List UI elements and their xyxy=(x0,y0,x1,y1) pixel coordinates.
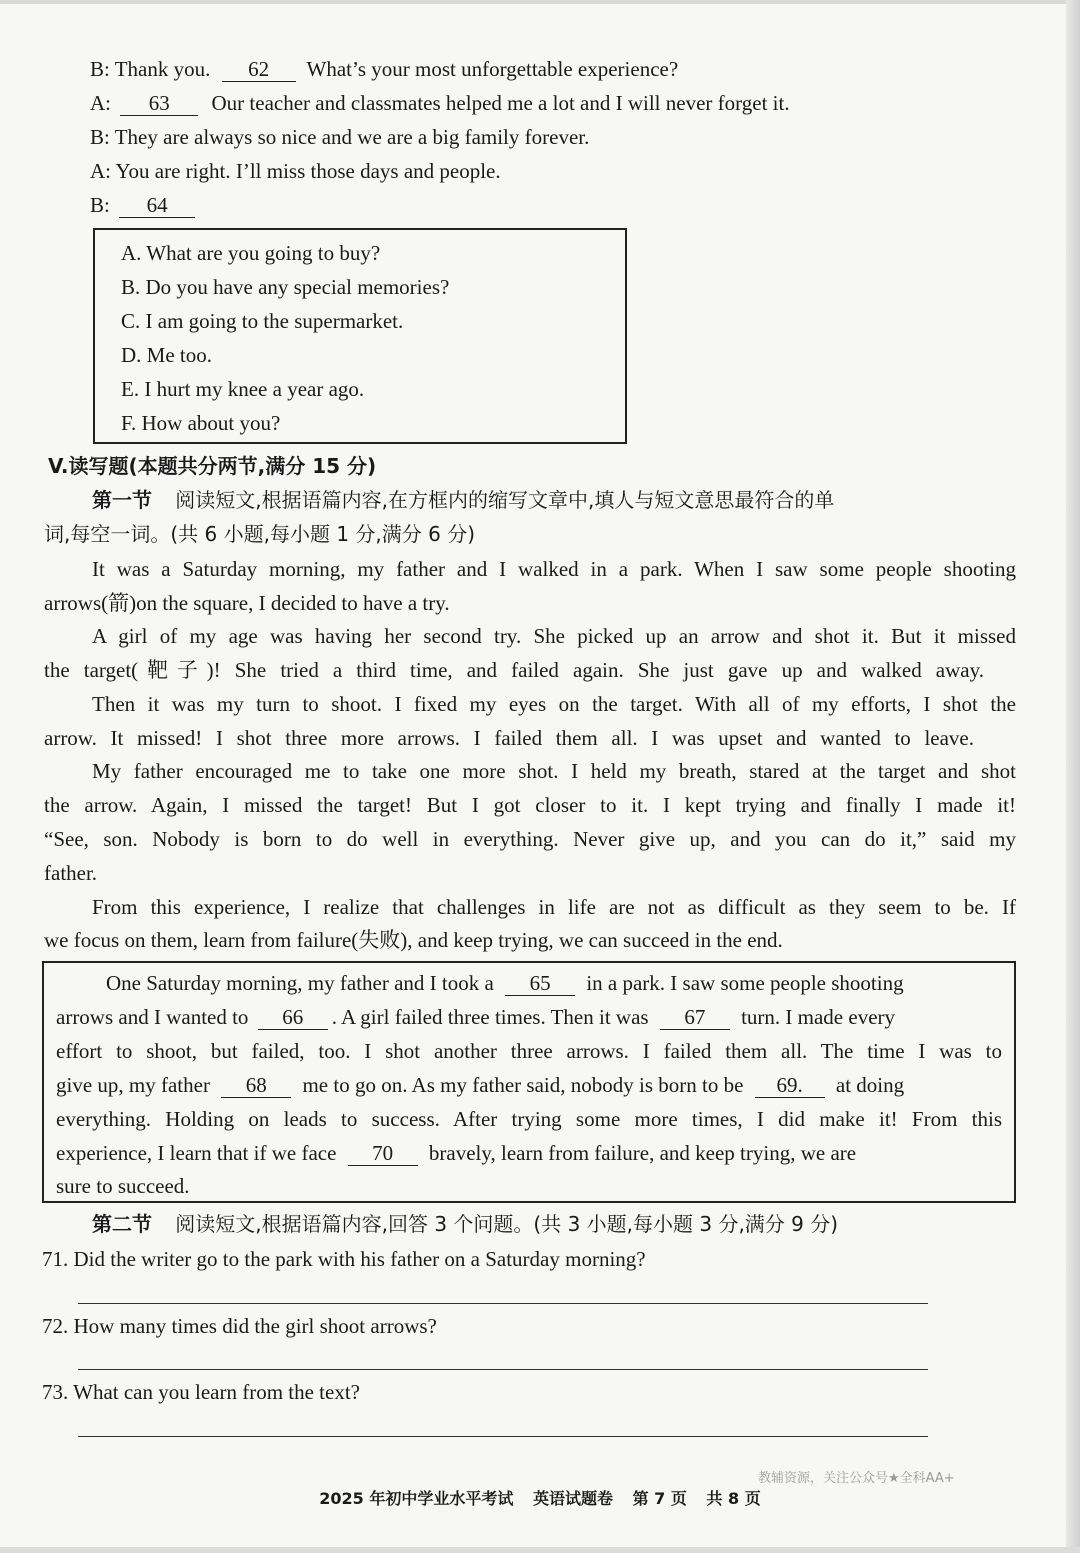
footer-exam-name: 2025 年初中学业水平考试 xyxy=(319,1489,514,1508)
scan-edge-bottom xyxy=(0,1547,1080,1553)
option-b: B. Do you have any special memories? xyxy=(121,275,450,299)
part2-label: 第二节 xyxy=(92,1212,152,1236)
blank-70: 70 xyxy=(348,1141,418,1166)
summary-text: One Saturday morning, my father and I took a xyxy=(106,971,494,995)
answer-line-71[interactable] xyxy=(78,1303,928,1304)
question-73: 73. What can you learn from the text? xyxy=(42,1380,360,1404)
speaker-label: A xyxy=(90,159,106,183)
section-title: V.读写题(本题共分两节,满分 15 分) xyxy=(48,454,377,478)
summary-line: effort to shoot, but failed, too. I shot another three arrows. I failed them all. The time I was to xyxy=(56,1039,1002,1063)
dialogue-text: They are always so nice and we are a big family forever. xyxy=(114,125,590,149)
part1-instruction-text: 阅读短文,根据语篇内容,在方框内的缩写文章中,填人与短文意思最符合的单 xyxy=(175,488,835,512)
summary-line xyxy=(56,1139,856,1167)
dialogue-text: What’s your most unforgettable experience? xyxy=(306,57,679,81)
speaker-label: A xyxy=(90,91,106,115)
dialogue-line-62: B: Thank you. 62 What’s your most unforgettable experience? xyxy=(90,57,679,81)
dialogue-line: A: You are right. I’ll miss those days and people. xyxy=(90,159,501,183)
blank-64: 64 xyxy=(119,193,195,218)
speaker-label: B xyxy=(90,57,105,81)
scan-edge-right xyxy=(1066,0,1080,1553)
passage-line: “See, son. Nobody is born to do well in everything. Never give up, and you can do it,” said my xyxy=(44,827,1016,851)
blank-62: 62 xyxy=(222,57,296,82)
blank-66: 66 xyxy=(258,1005,328,1030)
watermark-text: 教辅资源，关注公众号★全科AA+ xyxy=(758,1471,955,1486)
option-a: A. What are you going to buy? xyxy=(121,241,381,265)
dialogue-text: You are right. I’ll miss those days and people. xyxy=(115,159,501,183)
part2-instruction xyxy=(92,1210,838,1238)
passage-line: A girl of my age was having her second try. She picked up an arrow and shot it. But it missed xyxy=(92,624,1016,648)
passage-line: arrow. It missed! I shot three more arrows. I failed them all. I was upset and wanted to leave. xyxy=(44,726,974,750)
option-e: E. I hurt my knee a year ago. xyxy=(121,377,365,401)
passage-line: It was a Saturday morning, my father and I walked in a park. When I saw some people shooting xyxy=(92,557,1016,581)
summary-text: at doing xyxy=(835,1073,905,1097)
blank-69: 69. xyxy=(755,1073,825,1098)
footer-page-number: 第 7 页 xyxy=(632,1489,687,1508)
answer-line-72[interactable] xyxy=(78,1369,928,1370)
summary-line xyxy=(106,969,904,997)
dialogue-text: Thank you. xyxy=(114,57,211,81)
part1-instruction xyxy=(92,486,834,514)
summary-line: sure to succeed. xyxy=(56,1174,190,1198)
speaker-label: B xyxy=(90,193,105,217)
speaker-label: B xyxy=(90,125,105,149)
scan-edge-top xyxy=(0,0,1080,4)
summary-text: arrows and I wanted to xyxy=(56,1005,249,1029)
summary-text: me to go on. As my father said, nobody is born to be xyxy=(302,1073,744,1097)
passage-line: the target(靶子)! She tried a third time, and failed again. She just gave up and walked away. xyxy=(44,658,984,682)
blank-67: 67 xyxy=(660,1005,730,1030)
summary-text: turn. I made every xyxy=(741,1005,896,1029)
question-71: 71. Did the writer go to the park with his father on a Saturday morning? xyxy=(42,1247,646,1271)
passage-line: the arrow. Again, I missed the target! But I got closer to it. I kept trying and finally I made it! xyxy=(44,793,1016,817)
dialogue-line-64: B: 64 xyxy=(90,191,195,219)
summary-text: bravely, learn from failure, and keep trying, we are xyxy=(428,1141,857,1165)
blank-63: 63 xyxy=(120,91,198,116)
summary-line: everything. Holding on leads to success. After trying some more times, I did make it! From this xyxy=(56,1107,1002,1131)
summary-text: give up, my father xyxy=(56,1073,210,1097)
passage-line: My father encouraged me to take one more shot. I held my breath, stared at the target and shot xyxy=(92,759,1016,783)
passage-line: Then it was my turn to shoot. I fixed my eyes on the target. With all of my efforts, I shot the xyxy=(92,692,1016,716)
summary-line xyxy=(56,1003,895,1031)
summary-line xyxy=(56,1071,904,1099)
passage-line: father. xyxy=(44,861,98,885)
blank-68: 68 xyxy=(221,1073,291,1098)
question-72: 72. How many times did the girl shoot arrows? xyxy=(42,1314,437,1338)
page-footer xyxy=(0,1486,1080,1509)
option-f: F. How about you? xyxy=(121,411,281,435)
summary-box xyxy=(42,961,1016,1203)
answer-line-73[interactable] xyxy=(78,1436,928,1437)
option-c: C. I am going to the supermarket. xyxy=(121,309,404,333)
part1-instruction-cont: 词,每空一词。(共 6 小题,每小题 1 分,满分 6 分) xyxy=(44,522,475,546)
part2-instruction-text: 阅读短文,根据语篇内容,回答 3 个问题。(共 3 小题,每小题 3 分,满分 9 分) xyxy=(175,1212,839,1236)
passage-line: we focus on them, learn from failure(失败), and keep trying, we can succeed in the end. xyxy=(44,928,783,952)
passage-line: From this experience, I realize that challenges in life are not as difficult as they seem to be. If xyxy=(92,895,1016,919)
summary-text: experience, I learn that if we face xyxy=(56,1141,337,1165)
dialogue-line: B: They are always so nice and we are a big family forever. xyxy=(90,125,590,149)
option-d: D. Me too. xyxy=(121,343,212,367)
summary-text: . A girl failed three times. Then it was xyxy=(331,1005,649,1029)
part1-label: 第一节 xyxy=(92,488,152,512)
passage-line: arrows(箭)on the square, I decided to have a try. xyxy=(44,591,450,615)
footer-page-total: 共 8 页 xyxy=(706,1489,761,1508)
blank-65: 65 xyxy=(505,971,575,996)
options-box xyxy=(93,228,627,444)
summary-text: in a park. I saw some people shooting xyxy=(586,971,904,995)
footer-paper-name: 英语试题卷 xyxy=(532,1489,613,1508)
dialogue-line-63: A: 63 Our teacher and classmates helped me a lot and I will never forget it. xyxy=(90,91,790,115)
dialogue-text: Our teacher and classmates helped me a lot and I will never forget it. xyxy=(211,91,790,115)
